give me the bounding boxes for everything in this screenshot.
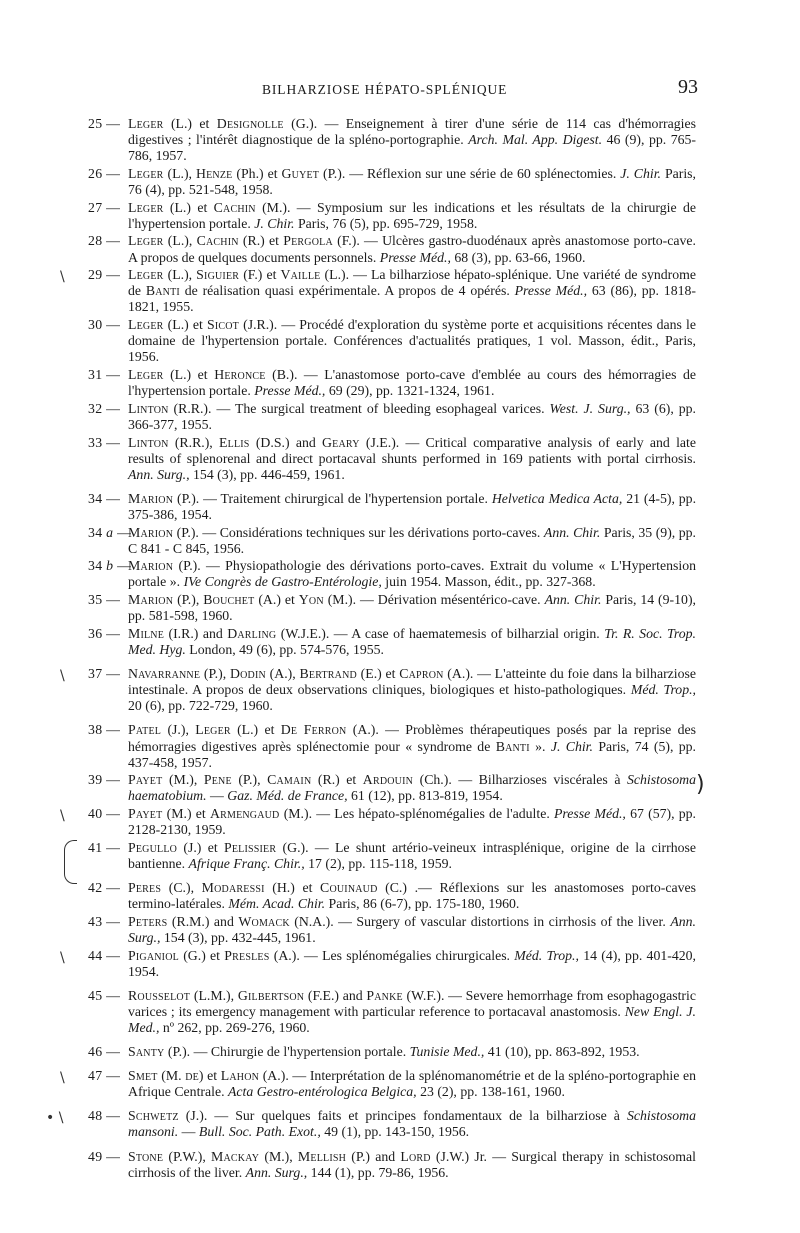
journal-title: New Engl. J. Med.,: [128, 1003, 696, 1035]
reference-text: (W.J.E.). — A case of haematemesis of bilharzial origin.: [276, 625, 605, 641]
author-name: Leger: [128, 116, 164, 131]
reference-number: [88, 914, 128, 930]
author-name: Pegullo: [128, 839, 178, 855]
reference-text: (L.) et: [163, 366, 215, 382]
reference-text: 67 (57), pp. 2128-2130, 1959.: [128, 806, 697, 838]
reference-text: (J.),: [161, 722, 196, 738]
author-name: Peres: [128, 880, 162, 896]
author-name: De Ferron: [280, 722, 347, 738]
reference-number: [88, 722, 128, 738]
reference-text: (F.) et: [239, 267, 281, 283]
reference-text: 41 (10), pp. 863-892, 1953.: [484, 1044, 640, 1060]
author-name: Dodin: [229, 666, 266, 682]
author-name: Pelissier: [223, 839, 277, 855]
author-name: Peters: [128, 913, 168, 929]
author-name: Smet: [128, 1068, 158, 1084]
reference-number: [88, 948, 128, 964]
reference-number: [88, 806, 128, 822]
reference-number-text: 45 —: [88, 987, 121, 1003]
author-name: Lord: [400, 1148, 431, 1164]
reference-number: [88, 592, 128, 608]
reference-entry: [0, 840, 696, 872]
reference-number: [88, 116, 128, 132]
reference-entry: [0, 988, 696, 1036]
reference-number: [88, 233, 128, 249]
reference-entry: [0, 880, 696, 912]
author-name: Schwetz: [128, 1108, 179, 1124]
reference-number: [88, 880, 128, 896]
reference-number-text: 31 —: [88, 366, 121, 382]
reference-number: [88, 1068, 128, 1084]
reference-text: (L.) et: [163, 116, 217, 131]
reference-text: (G.). — Enseignement à tirer d'une série de 114 cas d'hémorragies digestives ; l'intérêt diagnostique de la spléno-portographie.: [128, 116, 696, 148]
reference-text: 21 (4-5), pp. 375-386, 1954.: [128, 490, 697, 522]
reference-number: [88, 626, 128, 642]
author-name: Armengaud: [209, 806, 280, 822]
author-name: Henze: [195, 165, 233, 181]
handwritten-margin-mark: \: [60, 949, 65, 966]
author-name: Linton: [128, 400, 169, 416]
reference-text: de réalisation quasi expérimentale. A propos de 4 opérés.: [179, 283, 515, 299]
reference-text: (P.). — Physiopathologie des dérivations porto-caves. Extrait du volume « L'Hypertension portale ».: [128, 558, 696, 590]
reference-number: [88, 1044, 128, 1060]
author-name: Siguier: [196, 267, 240, 283]
reference-text: 68 (3), pp. 63-66, 1960.: [450, 249, 586, 265]
journal-title: IVe Congrès de Gastro-Entérologie,: [183, 574, 382, 590]
reference-text: (C.) .— Réflexions sur les anastomoses porto-caves termino-latérales.: [128, 880, 696, 912]
author-name: Leger: [128, 199, 164, 215]
reference-entry: [0, 233, 696, 265]
running-title: BILHARZIOSE HÉPATO-SPLÉNIQUE: [262, 82, 508, 97]
reference-entry: [0, 948, 696, 980]
reference-entry: [0, 914, 696, 946]
author-name: Milne: [128, 625, 165, 641]
reference-list: [0, 116, 800, 1182]
reference-text: (R.) et: [311, 772, 363, 788]
journal-title: Tunisie Med.,: [409, 1044, 485, 1060]
reference-entry: [0, 626, 696, 658]
journal-title: Mém. Acad. Chir.: [228, 896, 326, 912]
author-name: Lahon: [220, 1068, 260, 1084]
reference-text: (F.). — Ulcères gastro-duodénaux après anastomose porto-cave. A propos de quelques documents personnels.: [128, 233, 696, 265]
reference-text: (J.E.). — Critical comparative analysis of early and late results of splenorenal and direct portacaval shunts performed in 169 patients with portal cirrhosis.: [128, 434, 696, 466]
journal-title: Acta Gestro-entérologica Belgica,: [228, 1084, 417, 1100]
reference-number: [88, 267, 128, 283]
reference-text: (P.). — Traitement chirurgical de l'hypertension portale.: [173, 490, 492, 506]
reference-text: (J.W.) Jr. — Surgical therapy in schistosomal cirrhosis of the liver.: [128, 1148, 696, 1180]
reference-number: [88, 367, 128, 383]
reference-entry: [0, 317, 696, 365]
handwritten-margin-mark: \: [60, 668, 65, 685]
reference-entry: [0, 806, 696, 838]
author-name: Ellis: [219, 434, 250, 450]
author-name: Linton: [128, 434, 169, 450]
journal-title: J. Chir.: [254, 215, 295, 231]
reference-number: [88, 1108, 128, 1124]
journal-title: Méd. Trop.,: [514, 947, 579, 963]
reference-entry: [0, 200, 696, 232]
reference-number-text: 38 —: [88, 722, 121, 738]
author-name: Bertrand: [299, 666, 357, 682]
journal-title: Schistosoma haematobium.: [128, 772, 696, 804]
handwritten-margin-mark: \: [60, 1070, 65, 1087]
reference-number: [88, 988, 128, 1004]
reference-text: (J.) et: [177, 839, 224, 855]
reference-number-text: 35 —: [88, 592, 121, 608]
reference-text: (J.). — Sur quelques faits et principes fondamentaux de la bilharziose à: [178, 1108, 627, 1124]
handwritten-margin-mark: • \: [46, 1110, 64, 1127]
author-name: Marion: [128, 524, 174, 540]
author-name: Capron: [399, 666, 444, 682]
reference-text: 49 (1), pp. 143-150, 1956.: [320, 1124, 470, 1140]
reference-text: Paris, 35 (9), pp. C 841 - C 845, 1956.: [128, 524, 696, 556]
author-name: Marion: [128, 558, 174, 574]
author-name: Yon: [298, 592, 324, 608]
author-name: Panke: [366, 987, 403, 1003]
reference-text: (R.R.). — The surgical treatment of bleeding esophageal varices.: [168, 400, 550, 416]
handwritten-margin-mark: \: [60, 808, 65, 825]
author-name: Couinaud: [320, 880, 378, 896]
reference-number-text: 32 —: [88, 400, 121, 416]
reference-number-text: 30 —: [88, 317, 121, 333]
reference-text: (D.S.) and: [249, 434, 322, 450]
reference-text: 23 (2), pp. 138-161, 1960.: [416, 1084, 565, 1100]
reference-number: [88, 840, 128, 856]
author-name: Mackay: [211, 1148, 260, 1164]
reference-entry: [0, 267, 696, 315]
reference-text: (M.). — Les hépato-splénomégalies de l'adulte.: [279, 806, 554, 822]
reference-text: (L.) et: [163, 317, 207, 333]
reference-text: 46 (9), pp. 765-786, 1957.: [128, 132, 696, 164]
author-name: Banti: [145, 283, 180, 299]
author-name: Leger: [195, 722, 231, 738]
reference-text: (M.) et: [162, 806, 210, 822]
reference-text: (L.). — La bilharziose hépato-splénique. Une variété de syndrome de: [128, 267, 696, 299]
journal-title: Presse Méd.,: [514, 283, 588, 299]
journal-title: Ann. Surg.,: [128, 913, 696, 945]
reference-text: (A.). — Problèmes thérapeutiques posés par la reprise des hémorragies digestives après splénectomie pour « syndrome de: [128, 722, 697, 754]
running-header: [0, 76, 800, 104]
author-name: Payet: [128, 772, 163, 788]
reference-text: (R.R.),: [168, 434, 220, 450]
reference-text: (M.). — Symposium sur les indications et les résultats de la chirurgie de l'hypertension portale.: [128, 199, 697, 231]
reference-number-text: 47 —: [88, 1068, 121, 1084]
author-name: Gilbertson: [237, 987, 305, 1003]
author-name: Designolle: [216, 116, 284, 131]
journal-title: Presse Méd.,: [379, 249, 451, 265]
author-name: Heronce: [214, 366, 266, 382]
reference-text: London, 49 (6), pp. 574-576, 1955.: [185, 642, 384, 658]
author-name: Womack: [238, 913, 290, 929]
author-name: Leger: [128, 366, 164, 382]
reference-number-text: 41 —: [88, 839, 121, 855]
reference-text: 144 (1), pp. 79-86, 1956.: [307, 1164, 449, 1180]
reference-text: Paris, 76 (5), pp. 695-729, 1958.: [294, 215, 478, 231]
reference-entry: [0, 592, 696, 624]
reference-text: (R.) et: [238, 233, 284, 249]
reference-text: Paris, 86 (6-7), pp. 175-180, 1960.: [325, 896, 520, 912]
reference-number-text: 49 —: [88, 1148, 121, 1164]
reference-text: (E.) et: [356, 666, 400, 682]
reference-text: (A.),: [265, 666, 300, 682]
author-name: Leger: [128, 233, 164, 249]
journal-title: Ann. Surg.,: [128, 466, 190, 482]
journal-title: Schistosoma mansoni.: [128, 1108, 696, 1140]
author-name: Piganiol: [128, 947, 179, 963]
author-name: Guyet: [281, 165, 320, 181]
reference-entry: [0, 525, 696, 557]
author-name: Modaressi: [201, 880, 265, 896]
reference-number: [88, 666, 128, 682]
reference-text: 17 (2), pp. 115-118, 1959.: [304, 855, 452, 871]
reference-text: (P.),: [231, 772, 268, 788]
reference-text: 20 (6), pp. 722-729, 1960.: [128, 698, 273, 714]
reference-text: 69 (29), pp. 1321-1324, 1961.: [325, 383, 495, 399]
journal-title: West. J. Surg.,: [549, 400, 631, 416]
reference-text: (B.). — L'anastomose porto-cave d'emblée au cours des hémorragies de l'hypertension portale.: [128, 366, 697, 399]
reference-number-text: 40 —: [88, 806, 121, 822]
reference-number-text: 29 —: [88, 267, 121, 283]
reference-text: (C.),: [161, 880, 202, 896]
reference-number-text: 34 —: [88, 490, 121, 506]
author-name: Sicot: [206, 317, 239, 333]
reference-number: [88, 166, 128, 182]
reference-text: (Ph.) et: [232, 165, 282, 181]
author-name: Payet: [128, 806, 163, 822]
reference-entry: [0, 1149, 696, 1181]
journal-title: Arch. Mal. App. Digest.: [468, 132, 603, 148]
author-name: Marion: [128, 490, 174, 506]
author-name: Darling: [227, 625, 277, 641]
author-name: de: [185, 1068, 199, 1084]
journal-title: Ann. Surg.,: [245, 1164, 308, 1180]
handwritten-bracket-mark: ): [696, 772, 705, 798]
reference-text: (A.). — L'atteinte du foie dans la bilharziose intestinale. A propos de deux observations cliniques, biologiques et histo-pathologiques.: [128, 666, 697, 698]
reference-text: (A.) et: [254, 592, 299, 608]
reference-text: Paris, 14 (9-10), pp. 581-598, 1960.: [128, 592, 696, 624]
reference-text: —: [178, 1124, 199, 1140]
author-name: Navarranne: [128, 666, 201, 682]
reference-entry: [0, 116, 696, 164]
reference-text: ».: [529, 738, 551, 754]
reference-text: (J.R.). — Procédé d'exploration du système porte et acquisitions récentes dans le domaine de l'hypertension portale. Conférences d'actualités pratiques, 1 vol. Masson, édit., Paris, 1956.: [128, 317, 696, 365]
reference-number-text: 26 —: [88, 165, 121, 181]
reference-text: 63 (86), pp. 1818-1821, 1955.: [128, 283, 696, 315]
reference-text: —: [206, 788, 228, 804]
author-name: Mellish: [297, 1148, 347, 1164]
reference-entry: [0, 491, 696, 523]
reference-number-text: 25 —: [88, 116, 121, 131]
reference-entry: [0, 1108, 696, 1140]
reference-text: (P.W.),: [163, 1148, 212, 1164]
reference-number-text: 34: [88, 524, 103, 540]
reference-text: (M.). — Dérivation mésentérico-cave.: [323, 592, 545, 608]
journal-title: Gaz. Méd. de France,: [227, 788, 348, 804]
author-name: Leger: [128, 165, 164, 181]
reference-text: (M.: [157, 1068, 186, 1084]
reference-text: (I.R.) and: [164, 625, 228, 641]
reference-entry: [0, 1044, 696, 1060]
reference-text: (P.) and: [346, 1148, 401, 1164]
reference-text: (P.),: [173, 592, 204, 608]
reference-entry: [0, 435, 696, 483]
author-name: Rousselot: [128, 987, 191, 1003]
reference-number-text: 42 —: [88, 880, 121, 896]
reference-text: (N.A.). — Surgery of vascular distortions in cirrhosis of the liver.: [289, 913, 671, 929]
author-name: Leger: [128, 267, 164, 283]
author-name: Cachin: [213, 199, 256, 215]
reference-suffix-letter: a: [106, 524, 114, 540]
reference-entry: [0, 722, 696, 770]
reference-text: (P.),: [200, 666, 230, 682]
reference-number: [88, 491, 128, 507]
reference-text: (P.). — Réflexion sur une série de 60 splénectomies.: [319, 165, 621, 181]
author-name: Bouchet: [203, 592, 255, 608]
journal-title: Afrique Franç. Chir.,: [188, 855, 305, 871]
reference-text: (R.M.) and: [167, 913, 239, 929]
author-name: Presles: [224, 947, 270, 963]
reference-text: (L.),: [163, 267, 197, 283]
journal-title: Ann. Chir.: [543, 524, 601, 540]
author-name: Leger: [128, 317, 164, 333]
handwritten-bracket-mark: [64, 840, 77, 884]
reference-number: 34 b —: [88, 558, 132, 574]
reference-text: 14 (4), pp. 401-420, 1954.: [128, 947, 696, 979]
reference-number: [88, 200, 128, 216]
reference-text: (A.). — Les splénomégalies chirurgicales.: [269, 947, 515, 963]
author-name: Santy: [128, 1044, 165, 1060]
reference-text: (A.). — Interprétation de la splénomanométrie et de la spléno-portographie en Afrique Centrale.: [128, 1068, 696, 1100]
journal-title: J. Chir.: [620, 165, 662, 181]
reference-text: (P.). — Chirurgie de l'hypertension portale.: [164, 1044, 410, 1060]
reference-number-text: 33 —: [88, 434, 121, 450]
reference-text: (F.E.) and: [304, 987, 367, 1003]
reference-text: (M.),: [259, 1148, 298, 1164]
reference-text: 154 (3), pp. 446-459, 1961.: [189, 466, 345, 482]
author-name: Vaille: [280, 267, 321, 283]
reference-number-text: 27 —: [88, 199, 121, 215]
journal-title: Helvetica Medica Acta,: [491, 490, 623, 506]
journal-title: J. Chir.: [550, 738, 593, 754]
reference-entry: [0, 558, 696, 590]
reference-text: nº 262, pp. 269-276, 1960.: [159, 1019, 310, 1035]
journal-title: Bull. Soc. Path. Exot.,: [198, 1124, 321, 1140]
reference-number: 34 a —: [88, 524, 132, 540]
author-name: Patel: [128, 722, 162, 738]
reference-text: Paris, 76 (4), pp. 521-548, 1958.: [128, 165, 697, 197]
journal-title: Presse Méd.,: [254, 383, 326, 399]
author-name: Pene: [203, 772, 232, 788]
reference-number: [88, 401, 128, 417]
journal-title: Méd. Trop.,: [630, 682, 696, 698]
reference-number-text: 44 —: [88, 947, 121, 963]
reference-text: 61 (12), pp. 813-819, 1954.: [347, 788, 503, 804]
reference-text: (P.). — Considérations techniques sur les dérivations porto-caves.: [173, 524, 544, 540]
author-name: Marion: [128, 592, 174, 608]
reference-entry: [0, 401, 696, 433]
reference-entry: [0, 772, 705, 804]
reference-number: [88, 435, 128, 451]
author-name: Stone: [128, 1148, 164, 1164]
reference-text: (W.F.). — Severe hemorrhage from esophagogastric varices ; its emergency management with particular reference to portacaval anastomosis.: [128, 987, 696, 1019]
reference-number-text: 39 —: [88, 772, 121, 788]
reference-number: [88, 317, 128, 333]
reference-text: (L.),: [163, 233, 197, 249]
reference-number-text: 48 —: [88, 1108, 121, 1124]
author-name: Camain: [267, 772, 312, 788]
journal-title: Ann. Chir.: [544, 592, 602, 608]
reference-number-text: 34: [88, 558, 103, 574]
page-number: 93: [678, 76, 698, 98]
author-name: Banti: [495, 738, 530, 754]
reference-entry: [0, 666, 696, 714]
reference-entry: [0, 1068, 696, 1100]
reference-number-text: 37 —: [88, 666, 121, 682]
reference-text: (G.) et: [178, 947, 225, 963]
reference-number-text: 36 —: [88, 625, 121, 641]
reference-text: ) et: [198, 1068, 221, 1084]
reference-number: [88, 1149, 128, 1165]
reference-text: (L.M.),: [190, 987, 238, 1003]
reference-text: (L.) et: [230, 722, 281, 738]
journal-title: Tr. R. Soc. Trop. Med. Hyg.: [128, 625, 697, 658]
journal-title: Presse Méd.,: [553, 806, 626, 822]
author-name: Cachin: [196, 233, 239, 249]
reference-entry: [0, 166, 696, 198]
reference-text: (H.) et: [264, 880, 321, 896]
reference-number-text: 46 —: [88, 1044, 121, 1060]
reference-number: [88, 772, 128, 788]
author-name: Ardouin: [362, 772, 414, 788]
reference-text: (L.) et: [163, 199, 214, 215]
author-name: Pergola: [283, 233, 333, 249]
author-name: Geary: [322, 434, 360, 450]
reference-text: 154 (3), pp. 432-445, 1961.: [160, 929, 316, 945]
reference-text: (L.),: [163, 165, 196, 181]
reference-text: (Ch.). — Bilharzioses viscérales à: [413, 772, 627, 788]
handwritten-margin-mark: \: [60, 269, 65, 286]
reference-text: Paris, 74 (5), pp. 437-458, 1957.: [128, 738, 696, 770]
reference-suffix-letter: b: [106, 558, 114, 574]
reference-entry: [0, 367, 696, 399]
reference-text: (M.),: [162, 772, 204, 788]
reference-number-text: 28 —: [88, 233, 121, 249]
reference-text: 63 (6), pp. 366-377, 1955.: [128, 400, 696, 432]
reference-text: (G.). — Le shunt artério-veineux intrasplénique, origine de la cirrhose bantienne.: [128, 839, 696, 871]
reference-text: juin 1954. Masson, édit., pp. 327-368.: [381, 574, 596, 590]
reference-number-text: 43 —: [88, 913, 121, 929]
